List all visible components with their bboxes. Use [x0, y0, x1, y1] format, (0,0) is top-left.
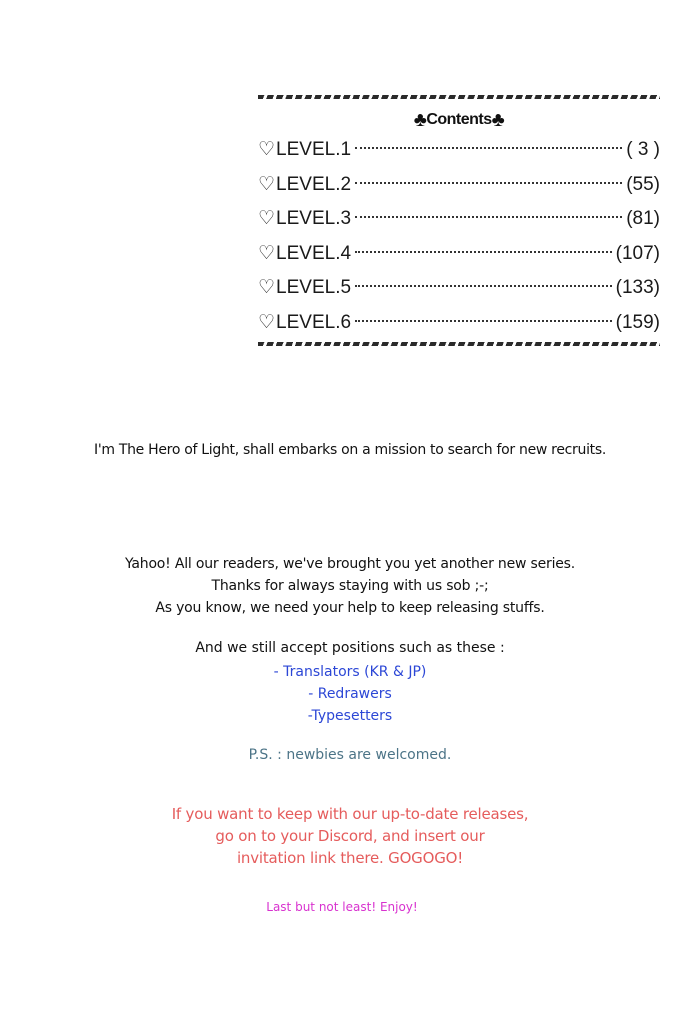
toc-title-text: Contents [426, 111, 492, 128]
ps-note: P.S. : newbies are welcomed. [248, 747, 452, 763]
toc-item-page: (81) [626, 208, 660, 229]
discord-note [0, 803, 700, 869]
enjoy-note: Last but not least! Enjoy! [266, 900, 418, 914]
toc-item-label: LEVEL.5 [276, 277, 352, 298]
toc-dot-leader [355, 182, 622, 184]
club-icon: ♣ [491, 109, 505, 131]
toc-top-rule [258, 95, 660, 99]
toc-item-page: (133) [615, 277, 660, 298]
heart-icon: ♡ [258, 277, 276, 298]
position-item: -Typesetters [307, 708, 393, 724]
heart-icon: ♡ [258, 242, 276, 264]
announcement-line: Thanks for always staying with us sob ;-; [211, 578, 489, 594]
positions-heading: And we still accept positions such as these : [195, 640, 505, 656]
heart-icon: ♡ [258, 139, 276, 160]
toc-item-page: (107) [615, 242, 660, 264]
club-icon: ♣ [413, 109, 427, 131]
announcement-line: As you know, we need your help to keep releasing stuffs. [155, 600, 545, 616]
toc-item-label: LEVEL.1 [276, 139, 352, 160]
toc-dot-leader [355, 251, 612, 253]
toc-bottom-rule [258, 342, 660, 346]
table-of-contents [258, 95, 660, 347]
heart-icon: ♡ [258, 311, 276, 333]
toc-dot-leader [355, 147, 622, 149]
position-item: - Translators (KR & JP) [273, 664, 427, 680]
toc-item-page: (159) [615, 311, 660, 333]
toc-item [258, 173, 660, 208]
position-item: - Redrawers [308, 686, 392, 702]
toc-item-label: LEVEL.6 [276, 311, 352, 333]
toc-item-label: LEVEL.3 [276, 208, 352, 229]
toc-item-label: LEVEL.4 [276, 242, 352, 264]
toc-item-page: ( 3 ) [626, 139, 660, 160]
toc-item [258, 276, 660, 311]
toc-item [258, 242, 660, 277]
announcement-line: Yahoo! All our readers, we've brought you yet another new series. [124, 556, 576, 572]
toc-item [258, 311, 660, 346]
toc-item [258, 138, 660, 173]
positions-list [0, 661, 700, 727]
toc-item [258, 207, 660, 242]
toc-dot-leader [355, 285, 612, 287]
discord-line: invitation link there. GOGOGO! [236, 849, 464, 867]
heart-icon: ♡ [258, 208, 276, 229]
discord-line: go on to your Discord, and insert our [215, 827, 485, 845]
hero-recruit-line: I'm The Hero of Light, shall embarks on a mission to search for new recruits. [93, 442, 606, 458]
toc-dot-leader [355, 320, 612, 322]
toc-dot-leader [355, 216, 622, 218]
toc-title [258, 109, 660, 132]
discord-line: If you want to keep with our up-to-date releases, [171, 805, 529, 823]
toc-item-page: (55) [626, 173, 660, 195]
announcement-text [0, 553, 700, 619]
toc-item-label: LEVEL.2 [276, 173, 352, 195]
heart-icon: ♡ [258, 173, 276, 195]
toc-list [258, 138, 660, 345]
